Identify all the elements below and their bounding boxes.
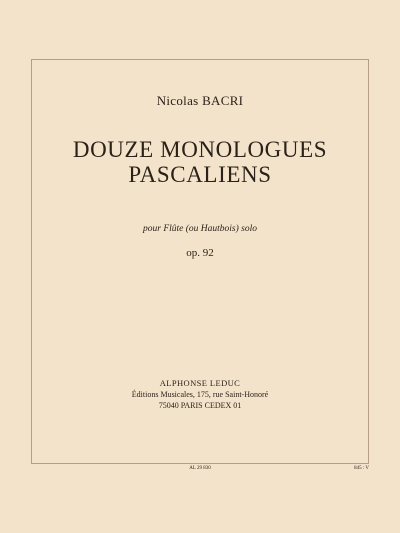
publisher-name: ALPHONSE LEDUC xyxy=(159,378,241,388)
edition-code: 845 : V xyxy=(354,466,369,471)
publisher-address-line-1: Éditions Musicales, 175, rue Saint-Honoré xyxy=(131,390,269,399)
title-line-1: DOUZE MONOLOGUES xyxy=(72,137,328,162)
catalog-number: AL 29 830 xyxy=(189,466,211,471)
opus-number: op. 92 xyxy=(186,247,214,259)
composer-name: Nicolas BACRI xyxy=(156,93,244,108)
title-line-2: PASCALIENS xyxy=(128,162,272,187)
publisher-address-line-2: 75040 PARIS CEDEX 01 xyxy=(158,401,242,410)
work-title xyxy=(0,137,400,187)
publisher-block xyxy=(0,378,400,411)
instrumentation-subtitle: pour Flûte (ou Hautbois) solo xyxy=(143,224,257,234)
